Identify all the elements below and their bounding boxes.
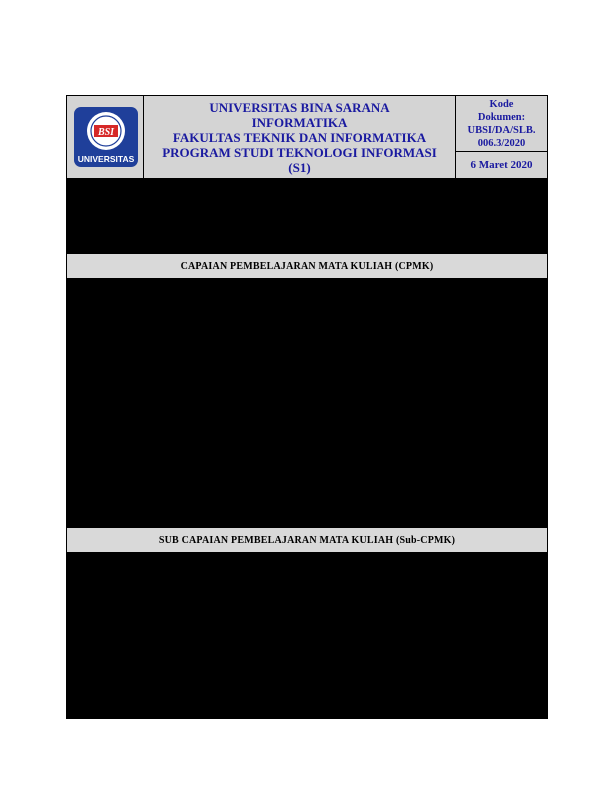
code-line: Kode <box>489 98 514 110</box>
cpmk-heading: CAPAIAN PEMBELAJARAN MATA KULIAH (CPMK) <box>180 260 434 272</box>
code-line: Dokumen: <box>477 111 526 123</box>
title-line: (S1) <box>288 159 311 175</box>
document-code <box>456 96 547 151</box>
date-text: 6 Maret 2020 <box>470 159 533 171</box>
title-line: PROGRAM STUDI TEKNOLOGI INFORMASI <box>162 144 437 160</box>
cpmk-section-header <box>67 254 547 278</box>
title-line: INFORMATIKA <box>251 114 348 130</box>
document-header <box>66 95 548 179</box>
logo-cell <box>67 96 143 178</box>
document-date <box>456 152 547 178</box>
title-line: FAKULTAS TEKNIK DAN INFORMATIKA <box>172 129 427 145</box>
university-logo <box>74 107 138 167</box>
sub-cpmk-heading: SUB CAPAIAN PEMBELAJARAN MATA KULIAH (Sub-CPMK) <box>158 534 456 546</box>
logo-label: UNIVERSITAS <box>77 154 135 164</box>
document-page <box>66 95 548 719</box>
svg-text:BSI: BSI <box>97 127 115 138</box>
title-line: UNIVERSITAS BINA SARANA <box>209 99 390 115</box>
institution-title <box>144 96 455 178</box>
code-line: 006.3/2020 <box>477 137 526 149</box>
sub-cpmk-section-header <box>67 528 547 552</box>
code-line: UBSI/DA/SLB. <box>467 124 536 136</box>
